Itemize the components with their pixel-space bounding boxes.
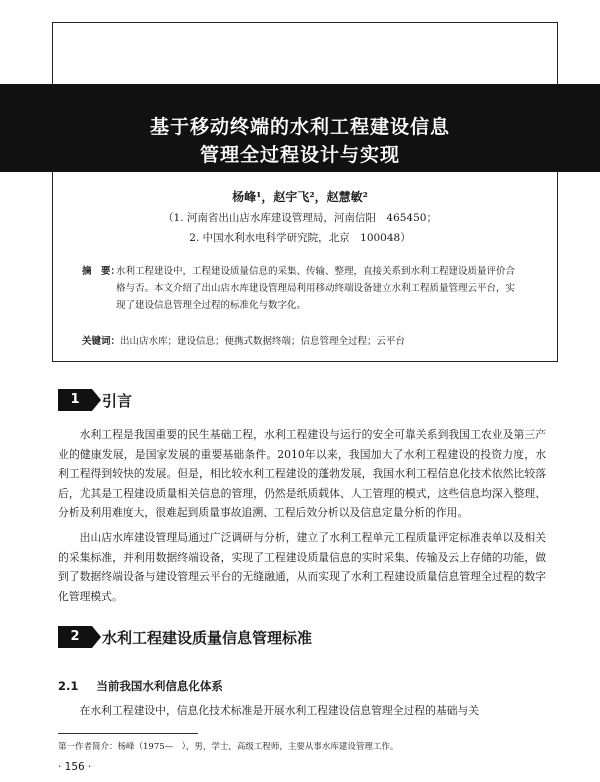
- affiliation-1: （1. 河南省出山店水库建设管理局，河南信阳 465450；: [163, 212, 437, 224]
- subsection-title: 当前我国水利信息化体系: [96, 679, 223, 693]
- intro-paragraph-2: 出山店水库建设管理局通过广泛调研与分析，建立了水利工程单元工程质量评定标准表单以及相关的采集标准，并利用数据终端设备，实现了工程建设质量信息的实时采集、传输及云上存储的功能，做到了数据终端设备与建设管理云平台的无缝融通，从而实现了水利工程建设质量信息管理全过程的数字化管理模式。: [58, 531, 546, 603]
- article-title-line1: 基于移动终端的水利工程建设信息: [149, 116, 450, 138]
- affiliation-2: 2. 中国水利水电科学研究院，北京 100048）: [189, 232, 411, 244]
- abstract: [82, 263, 522, 314]
- abstract-label: 摘 要：: [82, 266, 121, 277]
- abstract-text: 水利工程建设中，工程建设质量信息的采集、传输、整理，直接关系到水利工程建设质量评价合格与否。本文介绍了出山店水库建设管理局利用移动终端设备建立水利工程质量管理云平台，实现了建设信息管理全过程的标准化与数字化。: [116, 266, 516, 311]
- subsection-heading: [58, 678, 223, 694]
- footnote: 第一作者简介：杨峰（1975— ），男，学士，高级工程师，主要从事水库建设管理工作。: [58, 742, 399, 752]
- section-2-number: 2: [58, 626, 92, 648]
- authors: 杨峰¹，赵宇飞²，赵慧敏²: [232, 190, 368, 204]
- keywords: [82, 333, 552, 347]
- section-2-title: 水利工程建设质量信息管理标准: [102, 629, 313, 647]
- footnote-rule: [58, 733, 198, 734]
- keywords-label: 关键词：: [82, 336, 121, 347]
- page-number: · 156 ·: [58, 761, 92, 773]
- intro-paragraph-1: 水利工程是我国重要的民生基础工程，水利工程建设与运行的安全可靠关系到我国工农业及第三产业的健康发展，是国家发展的重要基础条件。2010年以来，我国加大了水利工程建设的投资力度，水利工程得到较快的发展。但是，相比较水利工程建设的蓬勃发展，我国水利工程信息化技术依然比较落后，尤其是工程建设质量相关信息的管理，仍然是纸质载体、人工管理的模式，这些信息均深入整理、分析及利用难度大，很难起到质量事故追溯、工程后效分析以及信息定量分析的作用。: [58, 428, 546, 519]
- keywords-text: 出山店水库；建设信息；便携式数据终端；信息管理全过程；云平台: [120, 336, 406, 347]
- subsection-number: 2.1: [58, 679, 79, 693]
- section-2-1-paragraph: 在水利工程建设中，信息化技术标准是开展水利工程建设信息管理全过程的基础与关: [79, 704, 480, 717]
- article-title-line2: 管理全过程设计与实现: [199, 144, 400, 166]
- section-1-title: 引言: [102, 392, 133, 410]
- section-1-number: 1: [58, 389, 92, 411]
